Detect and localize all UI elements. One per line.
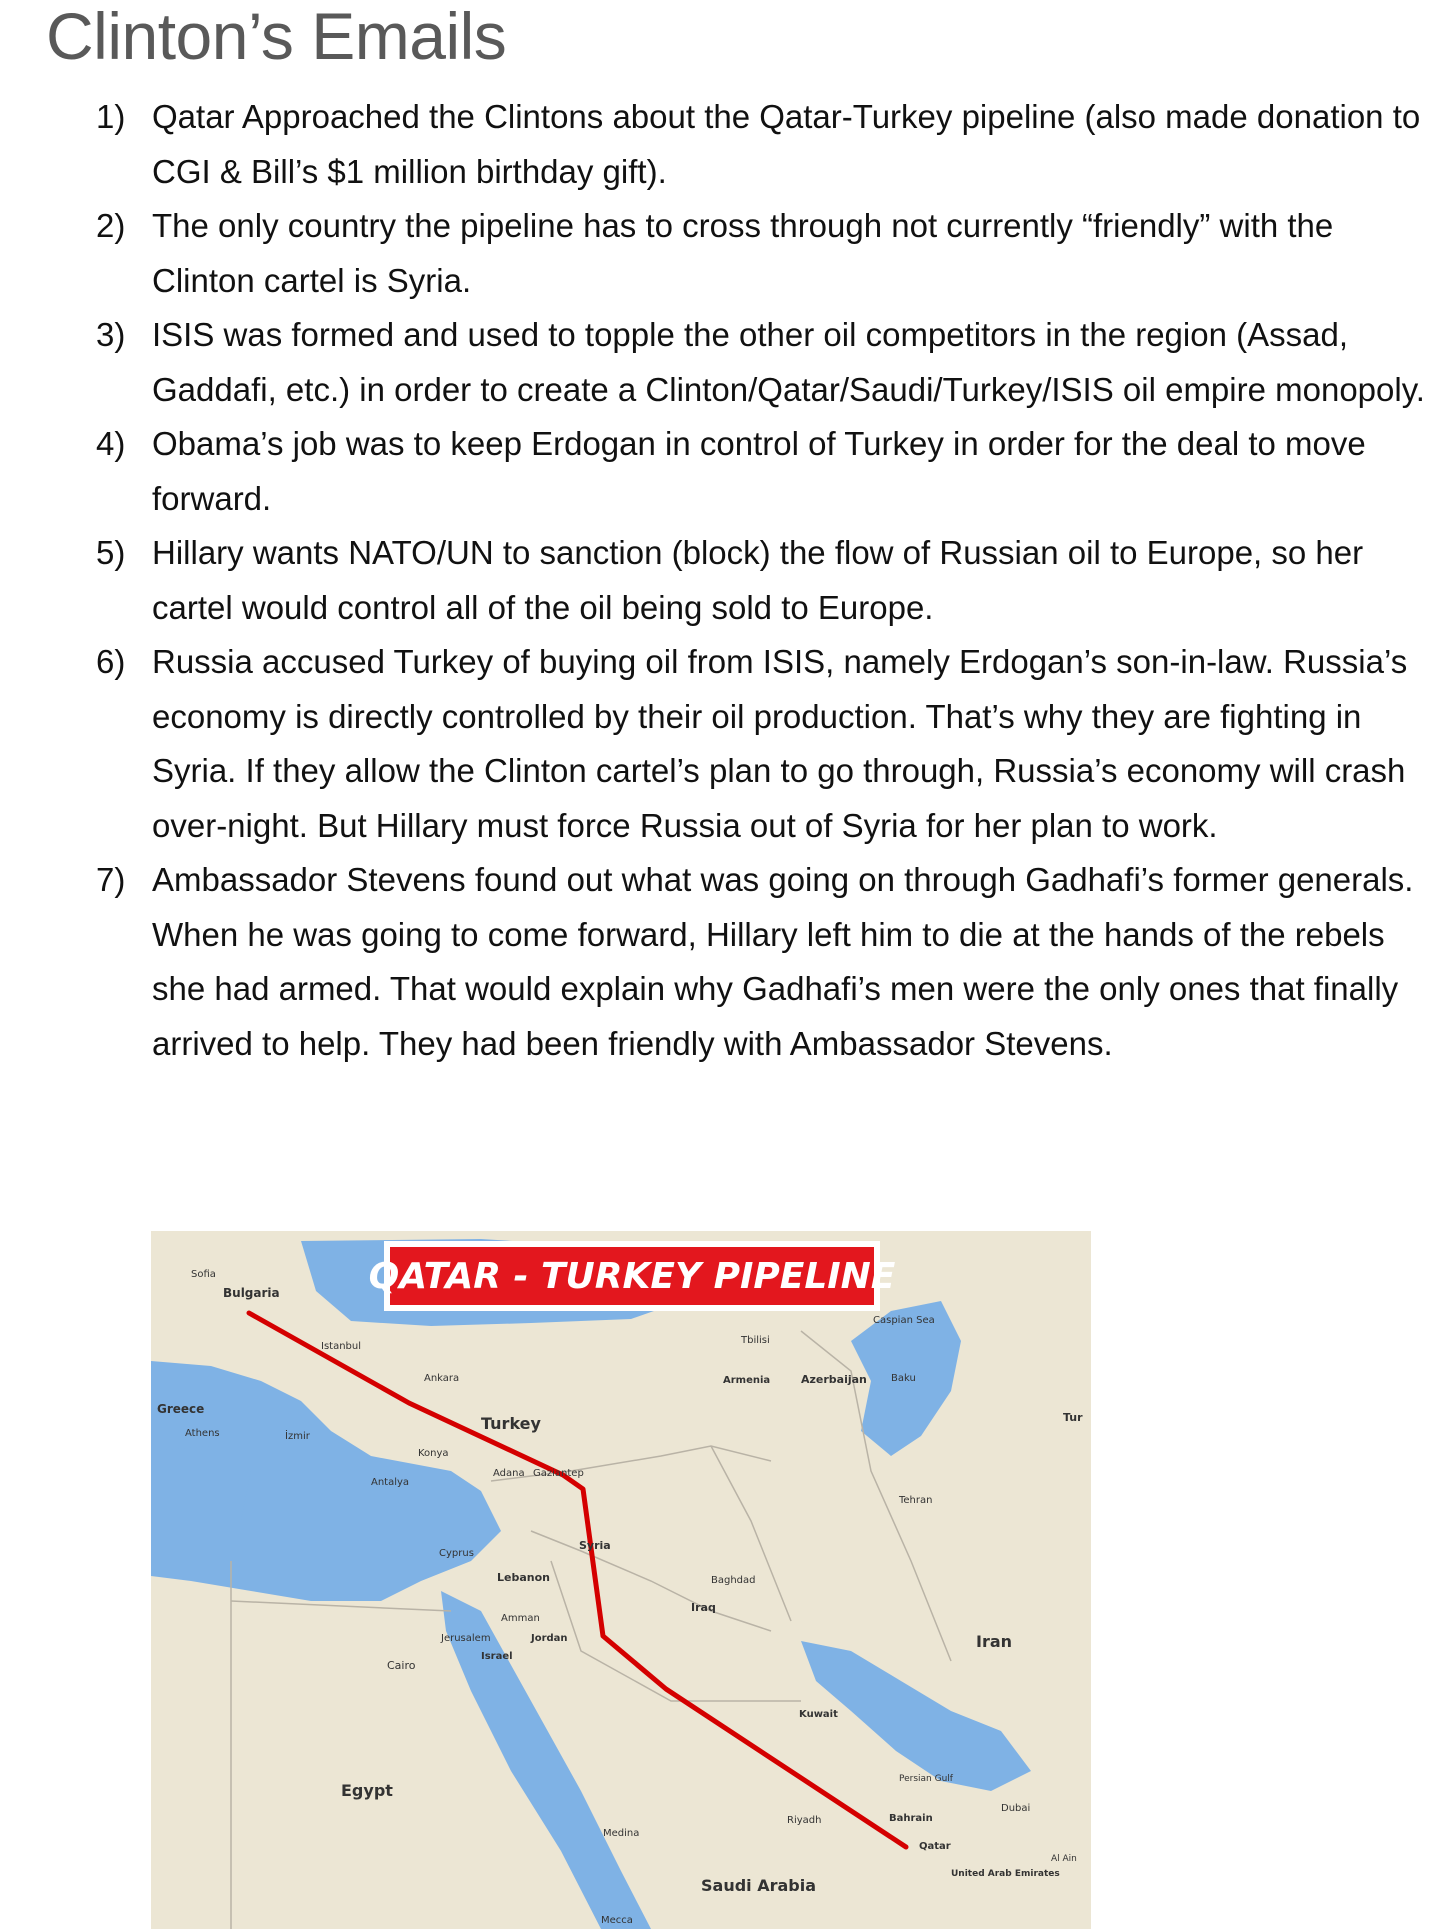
map-label: Egypt (341, 1781, 393, 1800)
map-label: Sofia (191, 1269, 216, 1280)
map-label: Medina (603, 1828, 640, 1839)
map-label: Ankara (424, 1373, 460, 1384)
map-label: Iran (976, 1632, 1013, 1651)
list-text: ISIS was formed and used to topple the other oil competitors in the region (Assad, Gaddafi, etc.) in order to create a Clinton/Qatar/Saudi/Turkey/ISIS oil empire monopoly. (152, 316, 1425, 408)
map-label: Greece (157, 1402, 205, 1416)
map-label: Azerbaijan (801, 1373, 867, 1386)
list-number: 1) (96, 98, 126, 135)
map-label: Persian Gulf (899, 1774, 953, 1784)
list-number: 5) (96, 534, 126, 571)
map-label: Baghdad (711, 1575, 756, 1586)
map-label: İzmir (285, 1431, 310, 1442)
list-text: Russia accused Turkey of buying oil from ISIS, namely Erdogan’s son-in-law. Russia’s economy is directly controlled by their oil production. That’s why they are fighting in Syria. If they allow the Clinton cartel’s plan to go through, Russia’s economy will crash over-night. But Hillary must force Russia out of Syria for her plan to work. (152, 643, 1408, 844)
list-item (96, 90, 1426, 199)
map-label: Turkey (481, 1414, 541, 1433)
list-item (96, 199, 1426, 308)
list-text: Ambassador Stevens found out what was going on through Gadhafi’s former generals. When he was going to come forward, Hillary left him to die at the hands of the rebels she had armed. That would explain why Gadhafi’s men were the only ones that finally arrived to help. They had been friendly with Ambassador Stevens. (152, 861, 1414, 1062)
map-label: Antalya (371, 1477, 410, 1488)
list-item (96, 526, 1426, 635)
map-label: Tbilisi (741, 1335, 770, 1346)
list-text: The only country the pipeline has to cross through not currently “friendly” with the Clinton cartel is Syria. (152, 207, 1334, 299)
map-label: Lebanon (497, 1571, 550, 1584)
map-label: Saudi Arabia (701, 1876, 817, 1895)
map-banner: QATAR - TURKEY PIPELINE (368, 1256, 896, 1297)
map-label: Adana (493, 1468, 525, 1479)
map-label: Israel (481, 1651, 513, 1662)
claims-list (96, 90, 1426, 1071)
map-label: Kuwait (799, 1709, 838, 1720)
map-label: Konya (418, 1448, 449, 1459)
map-label: Cyprus (439, 1548, 474, 1559)
map-label: Syria (579, 1539, 611, 1552)
map-graphic (151, 1231, 1091, 1929)
list-number: 7) (96, 861, 126, 898)
map-label: Istanbul (321, 1341, 362, 1352)
list-text: Hillary wants NATO/UN to sanction (block) the flow of Russian oil to Europe, so her cartel would control all of the oil being sold to Europe. (152, 534, 1364, 626)
map-label: Jerusalem (441, 1633, 491, 1644)
list-item (96, 635, 1426, 853)
map-label: Bahrain (889, 1813, 933, 1824)
list-number: 2) (96, 207, 126, 244)
document-title: Clinton’s Emails (46, 0, 507, 73)
map-label: Iraq (691, 1601, 716, 1614)
map-label: Qatar (919, 1841, 951, 1852)
list-text: Qatar Approached the Clintons about the Qatar-Turkey pipeline (also made donation to CGI & Bill’s $1 million birthday gift). (152, 98, 1421, 190)
map-label: Caspian Sea (873, 1315, 935, 1326)
map-label: Tehran (899, 1495, 933, 1506)
map-label: Armenia (723, 1375, 771, 1386)
map-label: Cairo (387, 1659, 416, 1672)
list-number: 6) (96, 643, 126, 680)
map-label: Mecca (601, 1915, 633, 1926)
map-label: Dubai (1001, 1803, 1031, 1814)
list-item (96, 417, 1426, 526)
map-label: Al Ain (1051, 1854, 1077, 1864)
list-number: 4) (96, 425, 126, 462)
list-item (96, 853, 1426, 1071)
list-text: Obama’s job was to keep Erdogan in control of Turkey in order for the deal to move forward. (152, 425, 1366, 517)
map-label: Baku (891, 1373, 916, 1384)
map-label: Bulgaria (223, 1286, 280, 1300)
map-label: Athens (185, 1428, 220, 1439)
map-label: Tur (1063, 1411, 1083, 1424)
map-label: Riyadh (787, 1815, 822, 1826)
list-number: 3) (96, 316, 126, 353)
pipeline-map (151, 1231, 1091, 1929)
list-item (96, 308, 1426, 417)
map-label: Gaziantep (533, 1468, 584, 1479)
map-label: Amman (501, 1613, 540, 1624)
map-label: United Arab Emirates (951, 1869, 1060, 1879)
map-label: Jordan (531, 1633, 568, 1644)
